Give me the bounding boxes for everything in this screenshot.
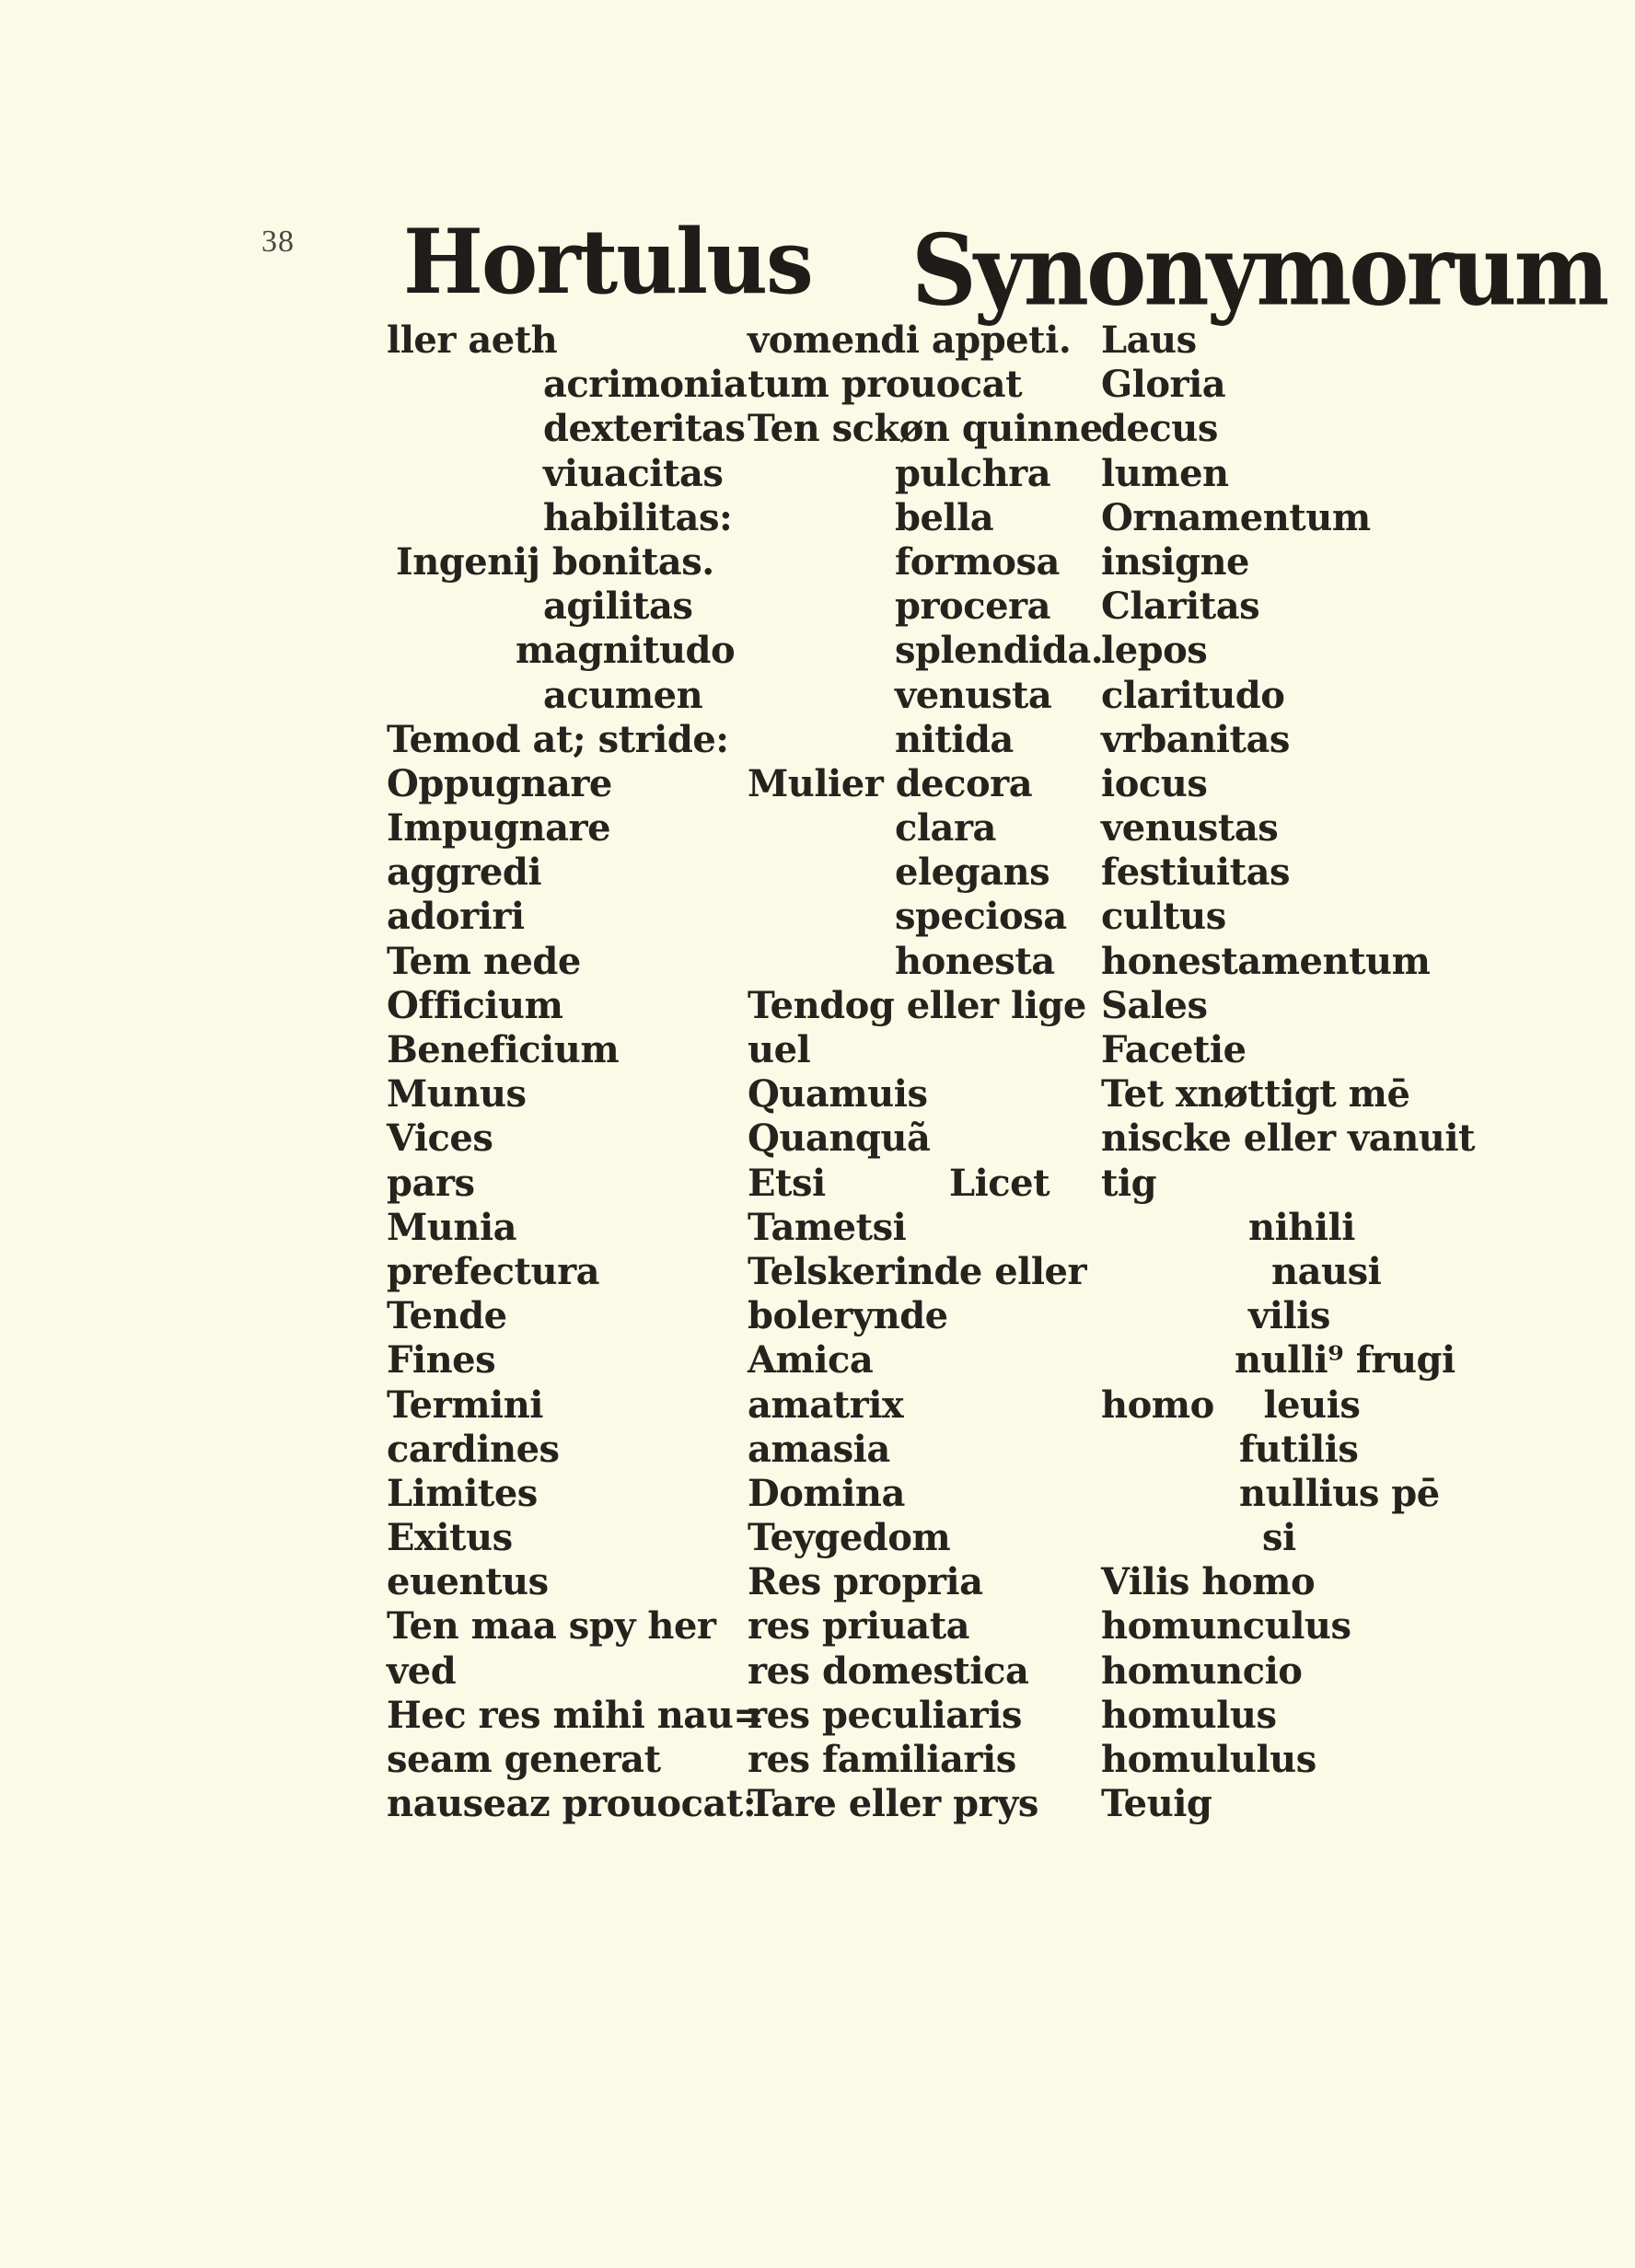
column-2 [748,318,1104,1826]
text-line: Ornamentum [1101,495,1371,539]
text-line: Teygedom [748,1516,951,1560]
text-line: Oppugnare [387,761,612,805]
text-line: Tet xnøttigt mē [1101,1072,1410,1117]
text-line: procera [895,584,1051,629]
text-line: lepos [1101,629,1208,673]
text-line: homululus [1101,1738,1316,1781]
text-line: venusta [895,673,1052,717]
text-line: magnitudo [516,629,736,673]
text-line: si [1262,1516,1296,1560]
text-line: claritudo [1101,673,1285,717]
text-line: tum prouocat [748,363,1023,407]
text-line: Tende [387,1294,507,1338]
text-line: nauseaz prouocat: [387,1782,757,1826]
text-line: Munia [387,1205,517,1249]
text-line: homuncio [1101,1649,1303,1693]
column-1 [387,318,764,1826]
text-line: formosa [895,539,1060,584]
text-line: nullius pē [1239,1471,1440,1515]
text-line: Mulier decora [748,761,1033,805]
text-line: Ingenij bonitas. [396,539,714,584]
text-line: homunculus [1101,1604,1351,1649]
text-line: Termini [387,1383,543,1427]
text-line: honestamentum [1101,939,1431,983]
text-line: festiuitas [1101,850,1291,895]
text-line: Impugnare [387,806,611,850]
text-line: seam generat [387,1738,661,1781]
text-line: Ten maa spy her [387,1604,716,1649]
text-line: elegans [895,850,1050,895]
text-line: splendida. [895,629,1104,673]
text-line: Hec res mihi nau= [387,1693,764,1737]
page-number: 38 [261,225,295,259]
text-line: venustas [1101,806,1279,850]
text-line: Res propria [748,1560,983,1604]
text-line: Quanquã [748,1117,931,1161]
text-line: acrimonia [543,363,748,407]
text-line: Telskerinde eller [748,1249,1087,1293]
text-line: agilitas [543,584,693,629]
text-line: homo leuis [1101,1383,1361,1427]
text-line: vomendi appeti. [748,318,1072,362]
text-line: Tametsi [748,1205,907,1249]
text-line: tig [1101,1161,1157,1205]
text-line: pulchra [895,451,1051,495]
column-3 [1101,318,1476,1826]
text-line: dexteritas [543,407,746,451]
text-line: vilis [1248,1294,1330,1338]
text-line: Beneficium [387,1028,620,1071]
text-line: Quamuis [748,1072,928,1117]
text-line: prefectura [387,1249,600,1293]
title-synonymorum: Synonymorum [911,214,1607,329]
text-line: habilitas: [543,495,733,539]
text-line: adoriri [387,895,525,939]
text-line: nitida [895,717,1014,761]
text-line: ved [387,1649,457,1693]
text-line: clara [895,806,996,850]
text-line: cardines [387,1427,560,1471]
text-line: res domestica [748,1649,1029,1693]
text-line: lumen [1101,451,1229,495]
text-line: iocus [1101,761,1208,805]
text-line: ller aeth [387,318,558,362]
text-line: Claritas [1101,584,1260,629]
text-line: res familiaris [748,1738,1016,1781]
text-line: homulus [1101,1693,1277,1737]
text-line: honesta [895,939,1055,983]
text-line: Domina [748,1471,905,1515]
text-line: amatrix [748,1383,904,1427]
text-line: Tem nede [387,939,581,983]
text-line: Gloria [1101,363,1226,407]
text-line: viuacitas [543,451,724,495]
text-line: res peculiaris [748,1693,1022,1737]
text-line: Teuig [1101,1782,1212,1826]
text-line: nausi [1271,1249,1382,1293]
text-line: Munus [387,1072,527,1117]
text-line: acumen [543,673,703,717]
text-line: Etsi Licet [748,1161,1050,1205]
text-line: nihili [1248,1205,1355,1249]
text-line: bella [895,495,994,539]
text-line: Temod at; stride: [387,717,729,761]
text-line: bolerynde [748,1294,948,1338]
text-line: Tendog eller lige [748,983,1086,1027]
text-line: Officium [387,983,563,1027]
text-line: Facetie [1101,1028,1247,1071]
text-line: cultus [1101,895,1226,939]
text-line: insigne [1101,539,1249,584]
text-line: pars [387,1161,475,1205]
text-line: Exitus [387,1516,513,1560]
title-hortulus: Hortulus [403,209,812,314]
text-line: aggredi [387,850,542,895]
text-line: Ten sckøn quinne [748,407,1103,451]
text-line: amasia [748,1427,890,1471]
text-line: Vilis homo [1101,1560,1316,1604]
text-line: Laus [1101,318,1197,362]
text-line: decus [1101,407,1218,451]
text-line: niscke eller vanuit [1101,1117,1476,1161]
text-line: Vices [387,1117,493,1161]
text-line: euentus [387,1560,549,1604]
text-line: Limites [387,1471,538,1515]
text-line: Tare eller prys [748,1782,1038,1826]
text-line: res priuata [748,1604,970,1649]
text-line: uel [748,1028,811,1071]
text-line: vrbanitas [1101,717,1290,761]
text-line: Fines [387,1338,496,1383]
text-line: futilis [1239,1427,1359,1471]
text-line: Amica [748,1338,874,1383]
text-line: speciosa [895,895,1067,939]
text-line: Sales [1101,983,1208,1027]
text-line: nulli⁹ frugi [1235,1338,1455,1383]
